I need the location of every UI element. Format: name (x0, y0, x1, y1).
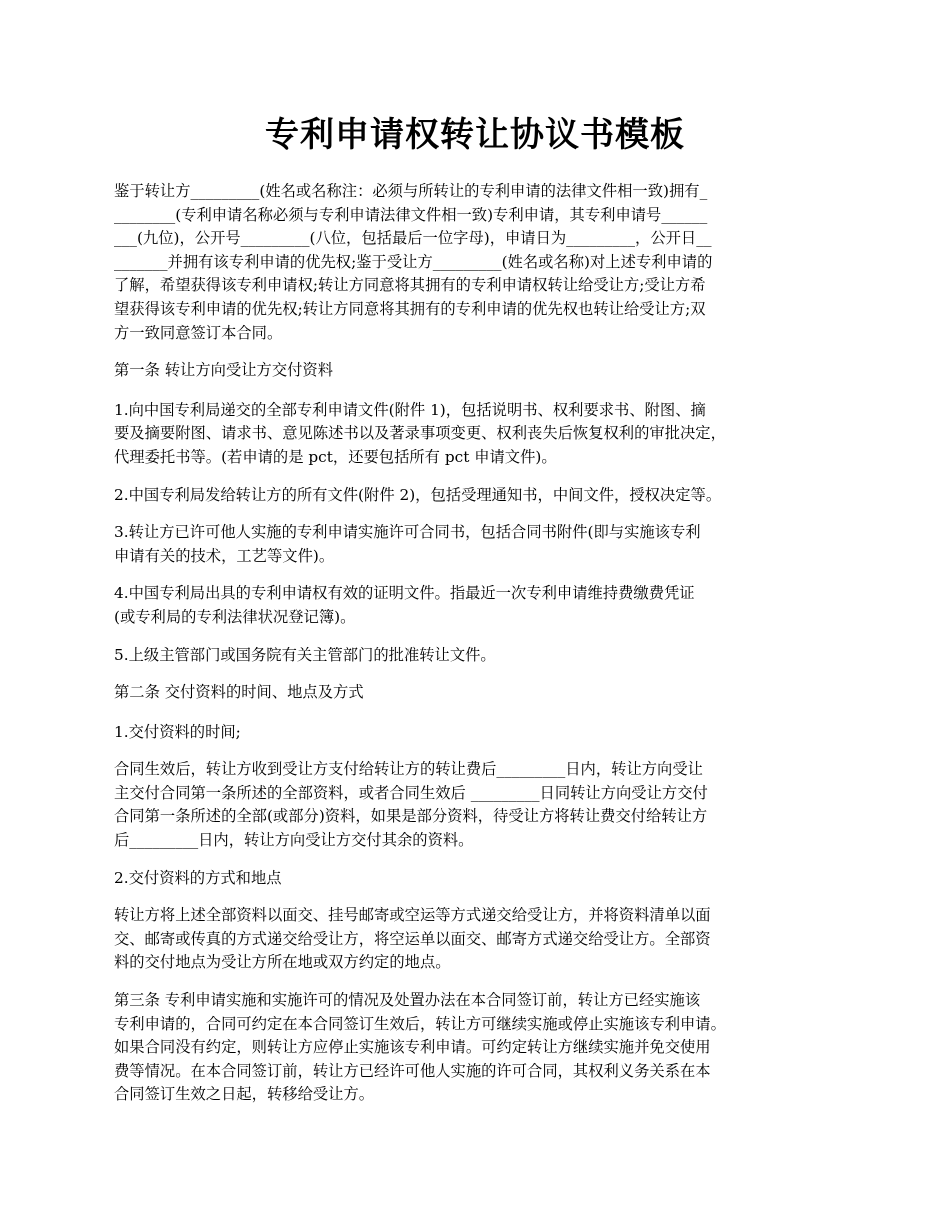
text-line: 5.上级主管部门或国务院有关主管部门的批准转让文件。 (114, 645, 496, 664)
text-line: 转让方将上述全部资料以面交、挂号邮寄或空运等方式递交给受让方，并将资料清单以面 (114, 906, 711, 925)
text-line: 1.交付资料的时间; (114, 722, 241, 741)
preamble-paragraph (114, 180, 844, 345)
text-line: 第一条 转让方向受让方交付资料 (114, 361, 334, 380)
text-line: 第三条 专利申请实施和实施许可的情况及处置办法在本合同签订前，转让方已经实施该 (114, 991, 701, 1010)
document-body (114, 180, 844, 1121)
text-line: 主交付合同第一条所述的全部资料，或者合同生效后 _________日同转让方向受让方交付 (114, 783, 708, 802)
text-line: 方一致同意签订本合同。 (114, 323, 283, 342)
text-line: 第二条 交付资料的时间、地点及方式 (114, 683, 364, 702)
text-line: 交、邮寄或传真的方式递交给受让方，将空运单以面交、邮寄方式递交给受让方。全部资 (114, 929, 711, 948)
text-line: 后_________日内，转让方向受让方交付其余的资料。 (114, 831, 474, 850)
text-line: 合同生效后，转让方收到受让方支付给转让方的转让费后_________日内，转让方向受让 (114, 760, 703, 779)
text-line: 如果合同没有约定，则转让方应停止实施该专利申请。可约定转让方继续实施并免交使用 (114, 1038, 711, 1057)
article-1-item-4 (114, 582, 844, 629)
article-2-item-2-body (114, 904, 844, 975)
article-1-item-3 (114, 521, 844, 568)
text-line: 3.转让方已许可他人实施的专利申请实施许可合同书，包括合同书附件(即与实施该专利 (114, 523, 701, 542)
article-1-item-5 (114, 644, 844, 668)
text-line: 代理委托书等。(若申请的是 pct，还要包括所有 pct 申请文件)。 (114, 447, 557, 466)
document-title: 专利申请权转让协议书模板 (265, 115, 685, 155)
article-1-item-1 (114, 399, 844, 470)
article-1-heading (114, 359, 844, 383)
text-line: 2.中国专利局发给转让方的所有文件(附件 2)，包括受理通知书，中间文件，授权决定等。 (114, 485, 722, 504)
text-line: 料的交付地点为受让方所在地或双方约定的地点。 (114, 953, 451, 972)
text-line: ________(专利申请名称必须与专利申请法律文件相一致)专利申请，其专利申请号______ (114, 205, 708, 224)
text-line: 望获得该专利申请的优先权;转让方同意将其拥有的专利申请的优先权也转让给受让方;双 (114, 299, 706, 318)
text-line: 申请有关的技术，工艺等文件)。 (114, 546, 335, 565)
text-line: ___(九位)，公开号_________(八位，包括最后一位字母)，申请日为_________，公开日__ (114, 229, 712, 248)
article-2-item-1-heading (114, 721, 844, 745)
article-3-paragraph (114, 989, 844, 1107)
article-2-item-1-body (114, 758, 844, 852)
article-2-heading (114, 681, 844, 705)
text-line: 鉴于转让方_________(姓名或名称注：必须与所转让的专利申请的法律文件相一致)拥有_ (114, 182, 708, 200)
text-line: 合同第一条所述的全部(或部分)资料，如果是部分资料，待受让方将转让费交付给转让方 (114, 807, 708, 826)
text-line: _______并拥有该专利申请的优先权;鉴于受让方_________(姓名或名称)对上述专利申请的 (114, 252, 713, 271)
text-line: 1.向中国专利局递交的全部专利申请文件(附件 1)，包括说明书、权利要求书、附图、摘 (114, 400, 706, 419)
text-line: 专利申请的，合同可约定在本合同签订生效后，转让方可继续实施或停止实施该专利申请。 (114, 1014, 726, 1033)
article-2-item-2-heading (114, 867, 844, 891)
text-line: 费等情况。在本合同签订前，转让方已经许可他人实施的许可合同，其权利义务关系在本 (114, 1061, 711, 1080)
text-line: 2.交付资料的方式和地点 (114, 868, 282, 887)
text-line: (或专利局的专利法律状况登记簿)。 (114, 607, 356, 626)
text-line: 4.中国专利局出具的专利申请权有效的证明文件。指最近一次专利申请维持费缴费凭证 (114, 584, 695, 603)
text-line: 了解，希望获得该专利申请权;转让方同意将其拥有的专利申请权转让给受让方;受让方希 (114, 276, 706, 295)
article-1-item-2 (114, 484, 844, 508)
text-line: 合同签订生效之日起，转移给受让方。 (114, 1085, 375, 1104)
text-line: 要及摘要附图、请求书、意见陈述书以及著录事项变更、权利丧失后恢复权利的审批决定， (114, 424, 726, 443)
